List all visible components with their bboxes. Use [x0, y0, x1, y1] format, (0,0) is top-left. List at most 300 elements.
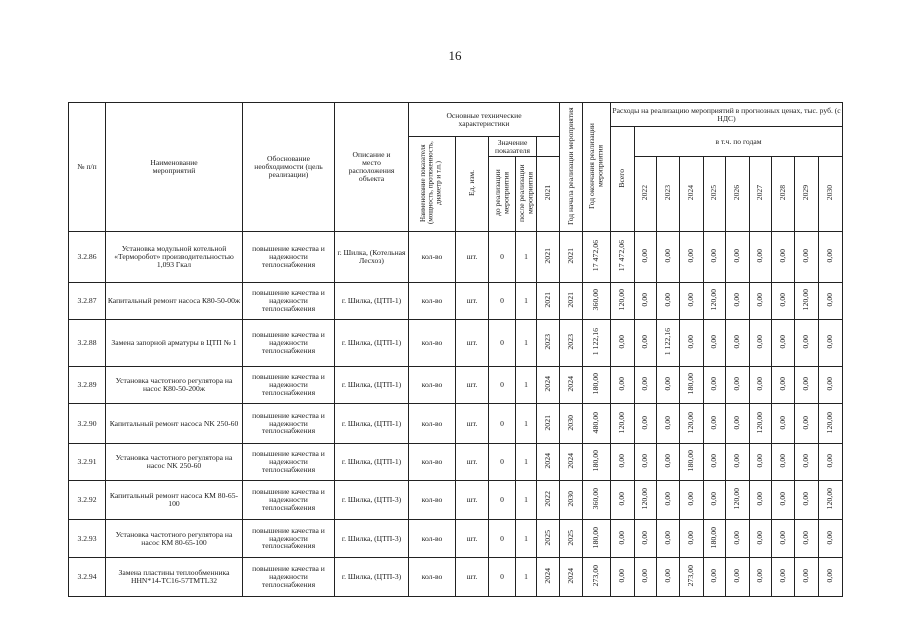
table-row	[69, 444, 843, 481]
header-start-year: Год начала реализации мероприятия	[560, 103, 583, 232]
row-year-2027-value: 0,00	[755, 530, 765, 545]
row-year-2021-value: 0,00	[617, 377, 627, 391]
row-location: г. Шилка, (ЦТП-3)	[335, 558, 409, 597]
row-year-2025-value-cell	[704, 520, 726, 558]
table-row	[69, 283, 843, 320]
row-year-2024-value: 180,00	[686, 373, 696, 395]
row-year-2027-value: 0,00	[755, 454, 765, 468]
row-start-year-cell	[537, 283, 560, 320]
row-year-2026-value-cell	[726, 520, 750, 558]
page-number: 16	[448, 48, 462, 63]
row-year-2022-value-cell	[635, 320, 657, 367]
row-total-cell	[583, 232, 611, 283]
row-year-2027-value: 120,00	[755, 411, 765, 434]
row-year-2026-value: 0,00	[732, 249, 742, 263]
row-start-year-cell	[537, 404, 560, 444]
row-after: 1	[516, 232, 537, 283]
row-year-2023-value-cell	[657, 520, 680, 558]
row-end-year-cell	[560, 558, 583, 597]
row-year-2021-value: 0,00	[617, 454, 627, 468]
header-location: Описание и место расположения объекта	[335, 103, 409, 232]
row-year-2024-value: 0,00	[686, 249, 696, 263]
row-year-2024-value-cell	[680, 232, 704, 283]
row-year-2025-value-cell	[704, 404, 726, 444]
row-start-year-cell	[537, 558, 560, 597]
row-location: г. Шилка, (ЦТП-1)	[335, 320, 409, 367]
row-year-2026-value: 0,00	[732, 377, 742, 391]
row-start-year: 2021	[542, 248, 552, 264]
header-before: до реализации мероприятия	[489, 157, 516, 232]
row-year-2025-value-cell	[704, 558, 726, 597]
row-before: 0	[489, 444, 516, 481]
header-year-2022: 2022	[635, 157, 657, 232]
row-year-2026-value-cell	[726, 283, 750, 320]
row-year-2021-value-cell	[611, 520, 635, 558]
row-unit: шт.	[456, 283, 489, 320]
row-year-2023-value: 1 122,16	[662, 328, 672, 356]
table-row	[69, 558, 843, 597]
row-year-2023-value: 0,00	[662, 249, 672, 263]
row-before: 0	[489, 367, 516, 404]
header-year-2021: 2021	[537, 157, 560, 232]
row-year-2029-value-cell	[795, 367, 819, 404]
row-end-year: 2021	[565, 292, 575, 308]
row-year-2022-value: 0,00	[640, 377, 650, 391]
row-basis: повышение качества и надежности теплоснабжения	[243, 558, 335, 597]
row-year-2030-value: 0,00	[825, 335, 835, 349]
row-year-2030-value: 0,00	[825, 293, 835, 307]
row-end-year: 2030	[565, 414, 575, 431]
row-after: 1	[516, 558, 537, 597]
row-year-2029-value: 120,00	[801, 289, 811, 311]
row-before: 0	[489, 404, 516, 444]
row-year-2023-value: 0,00	[662, 293, 672, 307]
row-num: 3.2.91	[69, 444, 106, 481]
row-year-2027-value: 0,00	[755, 492, 765, 506]
row-start-year: 2025	[542, 529, 552, 546]
row-year-2021-value-cell	[611, 283, 635, 320]
row-year-2021-value-cell	[611, 558, 635, 597]
row-start-year-cell	[537, 481, 560, 520]
row-num: 3.2.89	[69, 367, 106, 404]
row-year-2026-value-cell	[726, 444, 750, 481]
investment-table	[68, 102, 843, 597]
row-after: 1	[516, 320, 537, 367]
row-year-2029-value-cell	[795, 320, 819, 367]
row-indicator: кол-во	[409, 320, 456, 367]
row-year-2028-value: 0,00	[777, 377, 787, 391]
row-year-2029-value-cell	[795, 232, 819, 283]
row-year-2022-value: 0,00	[640, 454, 650, 468]
row-year-2027-value-cell	[750, 283, 772, 320]
row-year-2021-value: 0,00	[617, 492, 627, 506]
row-year-2026-value: 120,00	[732, 488, 742, 510]
row-total: 17 472,06	[591, 240, 601, 272]
row-year-2021-value-cell	[611, 367, 635, 404]
table-row	[69, 320, 843, 367]
row-year-2026-value-cell	[726, 232, 750, 283]
row-year-2028-value-cell	[772, 232, 795, 283]
row-location: г. Шилка, (ЦТП-3)	[335, 520, 409, 558]
row-year-2021-value: 0,00	[617, 569, 627, 583]
row-total: 180,00	[591, 373, 601, 395]
row-year-2028-value: 0,00	[777, 249, 787, 263]
row-name: Замена пластины теплообменника HHN*14-TC16-57TMTL32	[106, 558, 243, 597]
row-year-2022-value-cell	[635, 444, 657, 481]
row-year-2030-value: 0,00	[825, 454, 835, 468]
row-year-2027-value: 0,00	[755, 569, 765, 583]
row-after: 1	[516, 404, 537, 444]
row-year-2030-value-cell	[819, 558, 843, 597]
row-indicator: кол-во	[409, 558, 456, 597]
row-year-2028-value-cell	[772, 283, 795, 320]
row-year-2029-value: 0,00	[801, 569, 811, 583]
row-end-year: 2024	[565, 453, 575, 469]
row-year-2023-value-cell	[657, 404, 680, 444]
row-total-cell	[583, 320, 611, 367]
row-year-2025-value: 0,00	[709, 377, 719, 391]
row-year-2026-value-cell	[726, 320, 750, 367]
row-year-2028-value: 0,00	[777, 492, 787, 506]
row-start-year: 2024	[542, 376, 552, 392]
row-year-2026-value: 0,00	[732, 293, 742, 307]
row-year-2022-value-cell	[635, 232, 657, 283]
row-before: 0	[489, 481, 516, 520]
row-year-2028-value: 0,00	[777, 454, 787, 468]
row-location: г. Шилка, (ЦТП-1)	[335, 444, 409, 481]
row-year-2028-value-cell	[772, 558, 795, 597]
row-year-2021-value-cell	[611, 320, 635, 367]
row-after: 1	[516, 481, 537, 520]
header-year-2026: 2026	[726, 157, 750, 232]
row-year-2021-value-cell	[611, 404, 635, 444]
table-row	[69, 367, 843, 404]
row-total-cell	[583, 558, 611, 597]
table-body	[69, 232, 843, 597]
row-year-2023-value: 0,00	[662, 377, 672, 391]
row-year-2023-value: 0,00	[662, 530, 672, 545]
row-name: Капитальный ремонт насоса NK 250-60	[106, 404, 243, 444]
row-year-2022-value: 0,00	[640, 415, 650, 430]
row-end-year-cell	[560, 283, 583, 320]
header-year-2030: 2030	[819, 157, 843, 232]
row-total-cell	[583, 444, 611, 481]
header-by-year: в т.ч. по годам	[635, 127, 843, 157]
row-year-2025-value: 0,00	[709, 249, 719, 263]
row-year-2030-value: 0,00	[825, 377, 835, 391]
row-year-2024-value: 0,00	[686, 492, 696, 506]
row-basis: повышение качества и надежности теплоснабжения	[243, 283, 335, 320]
row-year-2026-value-cell	[726, 367, 750, 404]
row-year-2024-value: 273,00	[686, 565, 696, 587]
row-year-2027-value-cell	[750, 404, 772, 444]
row-basis: повышение качества и надежности теплоснабжения	[243, 444, 335, 481]
row-year-2028-value: 0,00	[777, 415, 787, 430]
row-end-year-cell	[560, 404, 583, 444]
row-end-year-cell	[560, 481, 583, 520]
row-year-2022-value: 0,00	[640, 569, 650, 583]
row-unit: шт.	[456, 481, 489, 520]
row-end-year-cell	[560, 232, 583, 283]
row-year-2022-value: 0,00	[640, 530, 650, 545]
row-name: Установка частотного регулятора на насос КМ 80-65-100	[106, 520, 243, 558]
table-row	[69, 404, 843, 444]
row-year-2027-value-cell	[750, 367, 772, 404]
row-total-cell	[583, 367, 611, 404]
table-row	[69, 520, 843, 558]
row-year-2023-value: 0,00	[662, 415, 672, 430]
row-indicator: кол-во	[409, 444, 456, 481]
row-year-2028-value-cell	[772, 444, 795, 481]
row-year-2027-value: 0,00	[755, 249, 765, 263]
row-year-2026-value: 0,00	[732, 569, 742, 583]
row-year-2025-value: 0,00	[709, 454, 719, 468]
row-indicator: кол-во	[409, 283, 456, 320]
row-year-2027-value-cell	[750, 320, 772, 367]
row-year-2029-value-cell	[795, 481, 819, 520]
row-start-year: 2024	[542, 453, 552, 469]
row-after: 1	[516, 283, 537, 320]
row-year-2027-value: 0,00	[755, 293, 765, 307]
row-year-2030-value: 120,00	[825, 488, 835, 510]
header-unit: Ед. изм.	[456, 137, 489, 232]
row-year-2029-value-cell	[795, 558, 819, 597]
row-year-2025-value-cell	[704, 444, 726, 481]
row-year-2029-value: 0,00	[801, 377, 811, 391]
row-start-year-cell	[537, 520, 560, 558]
row-end-year: 2024	[565, 568, 575, 584]
row-year-2029-value: 0,00	[801, 454, 811, 468]
row-unit: шт.	[456, 520, 489, 558]
row-num: 3.2.90	[69, 404, 106, 444]
row-total: 180,00	[591, 526, 601, 549]
row-year-2024-value-cell	[680, 520, 704, 558]
row-end-year-cell	[560, 320, 583, 367]
row-end-year-cell	[560, 367, 583, 404]
row-year-2028-value: 0,00	[777, 293, 787, 307]
row-year-2025-value-cell	[704, 367, 726, 404]
row-num: 3.2.88	[69, 320, 106, 367]
table-row	[69, 481, 843, 520]
row-total: 480,00	[591, 411, 601, 434]
header-basis: Обоснование необходимости (цель реализации)	[243, 103, 335, 232]
row-year-2021-value: 120,00	[617, 411, 627, 434]
row-year-2021-value: 17 472,06	[617, 240, 627, 272]
row-year-2026-value-cell	[726, 481, 750, 520]
row-basis: повышение качества и надежности теплоснабжения	[243, 232, 335, 283]
row-num: 3.2.94	[69, 558, 106, 597]
row-name: Капитальный ремонт насоса КМ 80-65-100	[106, 481, 243, 520]
row-year-2025-value: 0,00	[709, 569, 719, 583]
row-year-2030-value-cell	[819, 520, 843, 558]
row-year-2028-value-cell	[772, 367, 795, 404]
row-year-2021-value-cell	[611, 232, 635, 283]
row-year-2025-value-cell	[704, 232, 726, 283]
row-end-year-cell	[560, 520, 583, 558]
row-year-2024-value: 0,00	[686, 293, 696, 307]
row-year-2025-value: 180,00	[709, 526, 719, 549]
row-end-year: 2024	[565, 376, 575, 392]
row-start-year: 2024	[542, 568, 552, 584]
row-year-2024-value-cell	[680, 444, 704, 481]
row-year-2026-value: 0,00	[732, 530, 742, 545]
row-name: Установка модульной котельной «Терморобот» производительностью 1,093 Гкал	[106, 232, 243, 283]
header-total: Всего	[611, 127, 635, 232]
row-start-year-cell	[537, 444, 560, 481]
header-year-2023: 2023	[657, 157, 680, 232]
row-year-2024-value: 180,00	[686, 450, 696, 472]
row-year-2024-value: 0,00	[686, 335, 696, 349]
row-year-2022-value-cell	[635, 520, 657, 558]
row-year-2022-value-cell	[635, 367, 657, 404]
row-year-2023-value-cell	[657, 283, 680, 320]
row-year-2023-value-cell	[657, 232, 680, 283]
row-end-year: 2023	[565, 334, 575, 350]
header-costs: Расходы на реализацию мероприятий в прогнозных ценах, тыс. руб. (с НДС)	[611, 103, 843, 127]
row-year-2030-value-cell	[819, 404, 843, 444]
row-location: г. Шилка, (ЦТП-1)	[335, 404, 409, 444]
row-year-2030-value: 0,00	[825, 530, 835, 545]
row-year-2021-value: 0,00	[617, 335, 627, 349]
row-year-2029-value: 0,00	[801, 249, 811, 263]
row-year-2025-value-cell	[704, 320, 726, 367]
row-before: 0	[489, 558, 516, 597]
header-end-year: Год окончания реализации мероприятия	[583, 103, 611, 232]
row-year-2022-value-cell	[635, 481, 657, 520]
row-unit: шт.	[456, 444, 489, 481]
row-year-2027-value-cell	[750, 232, 772, 283]
row-year-2024-value: 120,00	[686, 411, 696, 434]
row-year-2022-value-cell	[635, 558, 657, 597]
header-year-2024: 2024	[680, 157, 704, 232]
row-start-year: 2021	[542, 292, 552, 308]
row-year-2022-value-cell	[635, 404, 657, 444]
row-unit: шт.	[456, 404, 489, 444]
row-location: г. Шилка, (Котельная Лесхоз)	[335, 232, 409, 283]
row-total-cell	[583, 481, 611, 520]
row-year-2021-value: 120,00	[617, 289, 627, 311]
header-year-2025: 2025	[704, 157, 726, 232]
row-unit: шт.	[456, 558, 489, 597]
row-year-2024-value-cell	[680, 558, 704, 597]
header-year-2028: 2028	[772, 157, 795, 232]
row-location: г. Шилка, (ЦТП-3)	[335, 481, 409, 520]
row-year-2025-value: 0,00	[709, 415, 719, 430]
row-year-2029-value-cell	[795, 444, 819, 481]
header-indicator: Наименование показателя (мощность, протяженность, диаметр и т.п.)	[409, 137, 456, 232]
row-year-2023-value: 0,00	[662, 569, 672, 583]
row-year-2022-value: 120,00	[640, 488, 650, 510]
row-end-year: 2021	[565, 248, 575, 264]
row-unit: шт.	[456, 320, 489, 367]
row-year-2030-value-cell	[819, 367, 843, 404]
row-total-cell	[583, 283, 611, 320]
row-before: 0	[489, 320, 516, 367]
row-year-2024-value-cell	[680, 283, 704, 320]
row-year-2022-value: 0,00	[640, 293, 650, 307]
row-basis: повышение качества и надежности теплоснабжения	[243, 481, 335, 520]
row-year-2029-value: 0,00	[801, 415, 811, 430]
row-total-cell	[583, 520, 611, 558]
row-year-2021-value-cell	[611, 444, 635, 481]
header-value-group: Значение показателя	[489, 137, 537, 157]
row-year-2025-value-cell	[704, 283, 726, 320]
row-total: 360,00	[591, 488, 601, 510]
row-start-year-cell	[537, 367, 560, 404]
row-year-2026-value-cell	[726, 404, 750, 444]
row-year-2029-value-cell	[795, 404, 819, 444]
table-row	[69, 232, 843, 283]
row-start-year: 2022	[542, 491, 552, 507]
row-basis: повышение качества и надежности теплоснабжения	[243, 320, 335, 367]
row-end-year: 2025	[565, 529, 575, 546]
row-year-2030-value-cell	[819, 444, 843, 481]
row-year-2029-value-cell	[795, 283, 819, 320]
row-basis: повышение качества и надежности теплоснабжения	[243, 367, 335, 404]
row-unit: шт.	[456, 367, 489, 404]
row-year-2028-value: 0,00	[777, 569, 787, 583]
row-year-2027-value-cell	[750, 558, 772, 597]
row-end-year: 2030	[565, 491, 575, 507]
row-basis: повышение качества и надежности теплоснабжения	[243, 520, 335, 558]
row-year-2030-value-cell	[819, 232, 843, 283]
row-year-2027-value-cell	[750, 520, 772, 558]
row-name: Капитальный ремонт насоса К80-50-00ж	[106, 283, 243, 320]
row-year-2026-value: 0,00	[732, 415, 742, 430]
row-year-2027-value: 0,00	[755, 335, 765, 349]
row-total-cell	[583, 404, 611, 444]
row-total: 1 122,16	[591, 328, 601, 356]
row-year-2026-value-cell	[726, 558, 750, 597]
row-after: 1	[516, 444, 537, 481]
row-year-2023-value-cell	[657, 481, 680, 520]
row-year-2024-value: 0,00	[686, 530, 696, 545]
row-start-year: 2021	[542, 414, 552, 431]
row-before: 0	[489, 520, 516, 558]
row-num: 3.2.86	[69, 232, 106, 283]
row-year-2030-value-cell	[819, 283, 843, 320]
row-year-2024-value-cell	[680, 481, 704, 520]
row-year-2030-value: 0,00	[825, 569, 835, 583]
row-year-2023-value: 0,00	[662, 492, 672, 506]
row-before: 0	[489, 283, 516, 320]
row-year-2026-value: 0,00	[732, 454, 742, 468]
row-num: 3.2.87	[69, 283, 106, 320]
row-name: Замена запорной арматуры в ЦТП № 1	[106, 320, 243, 367]
row-name: Установка частотного регулятора на насос NK 250-60	[106, 444, 243, 481]
row-year-2029-value: 0,00	[801, 530, 811, 545]
row-year-2024-value-cell	[680, 404, 704, 444]
row-year-2027-value: 0,00	[755, 377, 765, 391]
row-year-2028-value-cell	[772, 404, 795, 444]
row-year-2029-value: 0,00	[801, 335, 811, 349]
row-year-2029-value: 0,00	[801, 492, 811, 506]
row-year-2025-value: 0,00	[709, 492, 719, 506]
row-year-2028-value: 0,00	[777, 530, 787, 545]
row-end-year-cell	[560, 444, 583, 481]
row-year-2025-value: 120,00	[709, 289, 719, 311]
header-num: № п/п	[69, 103, 106, 232]
header-year-2029: 2029	[795, 157, 819, 232]
row-num: 3.2.93	[69, 520, 106, 558]
row-year-2030-value-cell	[819, 320, 843, 367]
row-location: г. Шилка, (ЦТП-1)	[335, 367, 409, 404]
row-year-2023-value-cell	[657, 367, 680, 404]
row-indicator: кол-во	[409, 481, 456, 520]
row-year-2026-value: 0,00	[732, 335, 742, 349]
row-year-2030-value: 0,00	[825, 249, 835, 263]
row-year-2024-value-cell	[680, 367, 704, 404]
